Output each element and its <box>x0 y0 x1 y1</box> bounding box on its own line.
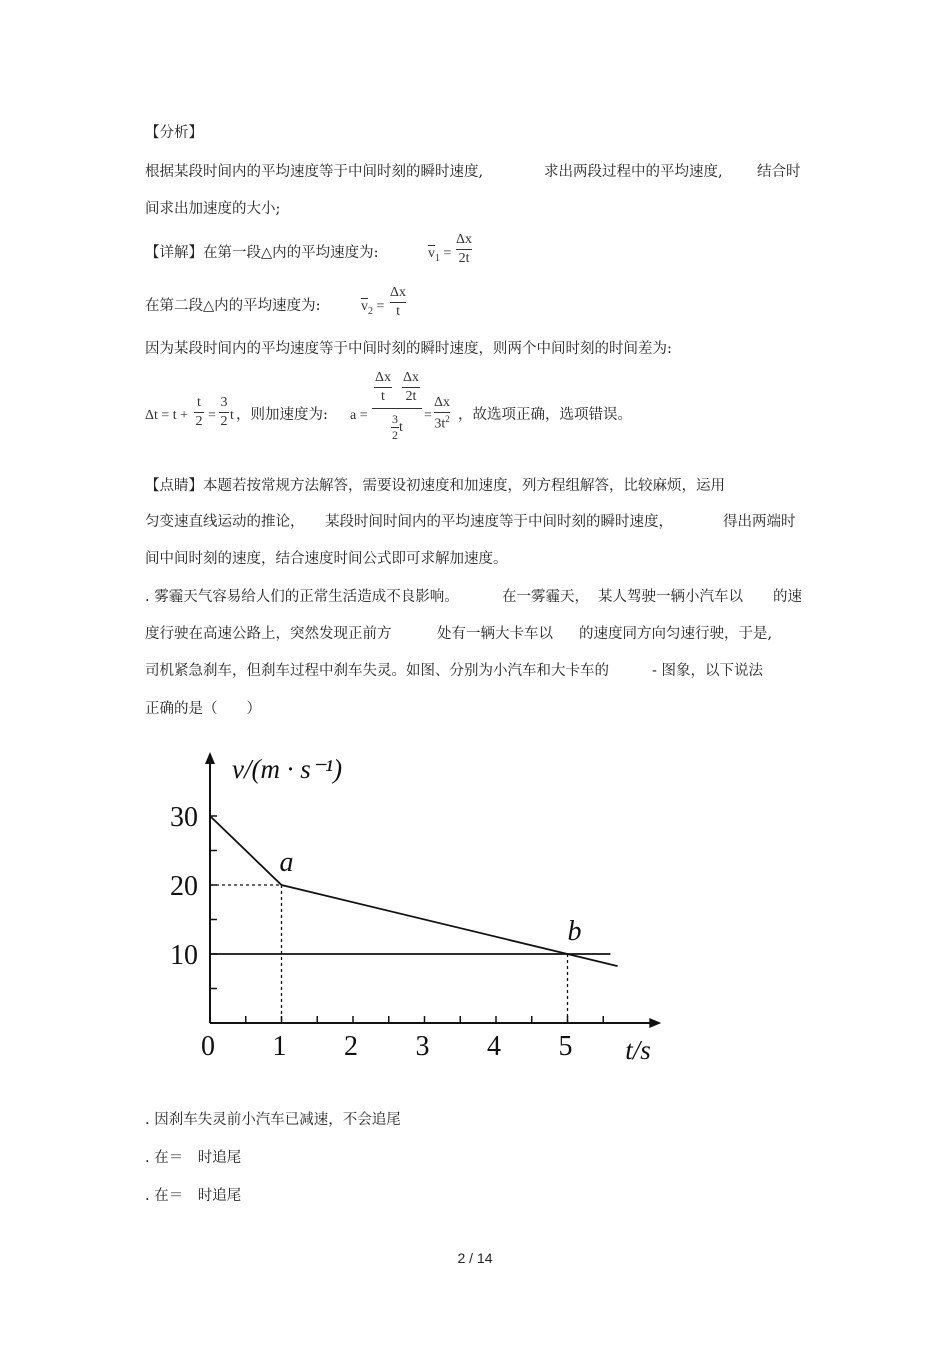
dt-eq: = <box>208 408 216 423</box>
x-tick-label: 1 <box>272 1031 287 1062</box>
question-line1d: 的速 <box>773 589 802 605</box>
question-line1b: 在一雾霾天， <box>502 589 589 605</box>
x-tick-label: 4 <box>487 1031 501 1062</box>
option-c[interactable]: . 在＝ 时追尾 <box>145 1188 242 1204</box>
question-line1c: 某人驾驶一辆小汽车以 <box>598 589 743 605</box>
comment-line2a: 匀变速直线运动的推论， <box>145 514 305 530</box>
question-line2c: 的速度同方向匀速行驶，于是, <box>579 626 773 642</box>
x-axis-arrow <box>649 1018 661 1028</box>
y-tick-label: 10 <box>170 940 198 971</box>
dt-result-fraction: 3 2 <box>220 395 228 429</box>
y-axis-arrow <box>205 752 215 764</box>
x-tick-label: 5 <box>558 1031 573 1062</box>
dt-t: t <box>230 408 234 423</box>
analysis-line2: 间求出加速度的大小; <box>145 201 281 217</box>
dt-fraction: t 2 <box>195 395 203 429</box>
analysis-line1c: 结合时 <box>757 164 801 180</box>
question-line4: 正确的是（ ） <box>145 701 261 717</box>
accel-text: ，则加速度为: <box>236 407 328 423</box>
accel-fraction: Δx t Δx 2t 3 2 t <box>372 370 422 443</box>
question-line1a: . 雾霾天气容易给人们的正常生活造成不良影响。 <box>145 589 459 605</box>
conclusion-text: ，故选项正确，选项错误。 <box>458 407 632 423</box>
comment-line2c: 得出两端时 <box>723 514 796 530</box>
analysis-heading: 【分析】 <box>145 125 203 141</box>
dt-lhs: Δt = t + <box>145 408 189 423</box>
velocity-time-chart <box>140 740 680 1070</box>
y-axis-label: v/(m · s⁻¹) <box>232 754 343 784</box>
option-a[interactable]: . 因刹车失灵前小汽车已减速，不会追尾 <box>145 1112 401 1128</box>
question-line3a: 司机紧急刹车，但刹车过程中刹车失灵。如图、分别为小汽车和大卡车的 <box>145 663 609 679</box>
y-tick-label: 20 <box>170 871 198 902</box>
x-tick-label: 3 <box>415 1031 430 1062</box>
detail-line1: 【详解】在第一段△内的平均速度为: <box>145 245 379 261</box>
page-number: 2 / 14 <box>457 1250 493 1266</box>
v2-fraction: Δx t <box>390 285 407 319</box>
comment-line2b: 某段时间时间内的平均速度等于中间时刻的瞬时速度， <box>325 514 673 530</box>
detail-line2: 在第二段△内的平均速度为: <box>145 298 321 314</box>
y-tick-label: 30 <box>170 802 198 833</box>
analysis-line1b: 求出两段过程中的平均速度, <box>544 164 723 180</box>
a-eq: = <box>424 408 432 423</box>
point-label-a: a <box>279 847 294 878</box>
analysis-line1a: 根据某段时间内的平均速度等于中间时刻的瞬时速度, <box>145 164 484 180</box>
v2-symbol: $\overline{v}_2$ = <box>361 299 385 317</box>
v1-fraction: Δx 2t <box>456 232 473 266</box>
a-result-fraction: Δx $3t^2$ <box>434 395 451 432</box>
option-b[interactable]: . 在＝ 时追尾 <box>145 1150 242 1166</box>
a-lhs: a = <box>350 408 368 423</box>
question-line2b: 处有一辆大卡车以 <box>437 626 553 642</box>
x-axis-label: t/s <box>625 1035 651 1065</box>
v1-symbol: $\overline{v}_1$ = <box>428 246 452 264</box>
x-tick-label: 0 <box>201 1031 215 1062</box>
comment-line1: 【点睛】本题若按常规方法解答，需要设初速度和加速度，列方程组解答，比较麻烦，运用 <box>145 478 725 494</box>
point-label-b: b <box>567 916 582 947</box>
detail-line3: 因为某段时间内的平均速度等于中间时刻的瞬时速度，则两个中间时刻的时间差为: <box>145 341 672 357</box>
comment-line3: 间中间时刻的速度，结合速度时间公式即可求解加速度。 <box>145 551 508 567</box>
question-line2a: 度行驶在高速公路上，突然发现正前方 <box>145 626 392 642</box>
question-line3b: - 图象，以下说法 <box>652 663 764 679</box>
x-tick-label: 2 <box>344 1031 358 1062</box>
series-line-1 <box>210 816 618 966</box>
